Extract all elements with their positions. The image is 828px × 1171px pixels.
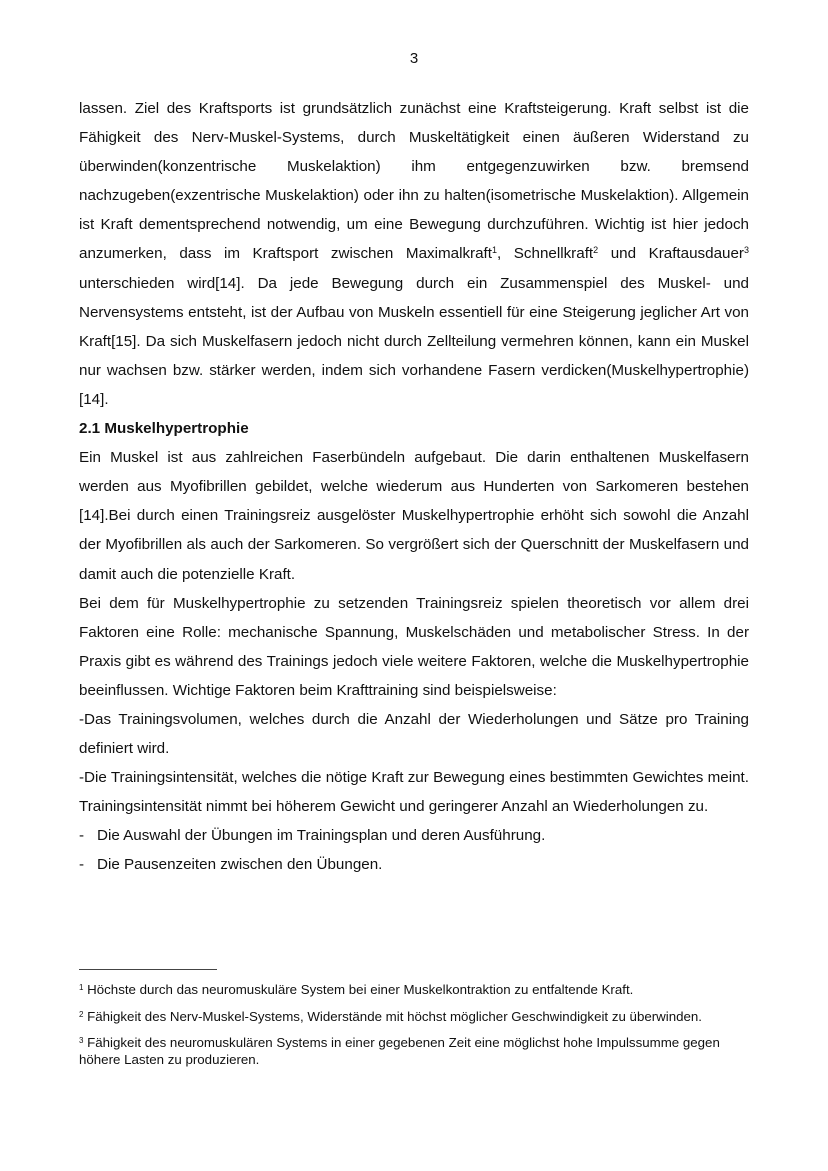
footnote-number: 1 bbox=[79, 983, 84, 992]
paragraph-text: , Schnellkraft bbox=[497, 245, 594, 263]
paragraph-trainingsreiz: Bei dem für Muskelhypertrophie zu setzenden Trainingsreiz spielen theoretisch vor allem drei Faktoren eine Rolle: mechanische Spannung, Muskelschäden und metabolischer Stress. In der Praxis gibt es während des Trainings jedoch viele weitere Faktoren, welche die Muskelhypertrophie beeinflussen. Wichtige Faktoren beim Krafttraining sind beispielsweise: bbox=[79, 594, 749, 699]
list-dash: - bbox=[79, 856, 85, 874]
footnote-ref-2: 2 bbox=[593, 245, 599, 256]
paragraph-text: lassen. Ziel des Kraftsports ist grundsätzlich zunächst eine Kraftsteigerung. Kraft selbst ist die Fähigkeit des Nerv-Muskel-Systems, durch Muskeltätigkeit einen äußeren Widerstand zu überwinden(konzentrische Muskelaktion) ihm entgegenzuwirken bzw. bremsend nachzugeben(exzentrische Muskelaktion) oder ihn zu halten(isometrische Muskelaktion). Allgemein ist Kraft dementsprechend notwendig, um eine Bewegung durchzuführen. Wichtig ist hier jedoch anzumerken, dass im Kraftsport zwischen Maximalkraft bbox=[79, 100, 749, 263]
section-heading: 2.1 Muskelhypertrophie bbox=[79, 420, 249, 438]
list-item bbox=[79, 821, 749, 850]
footnote-separator bbox=[79, 969, 217, 970]
paragraph-trainingsintensitaet: -Die Trainingsintensität, welches die nötige Kraft zur Bewegung eines bestimmten Gewichtes meint. Trainingsintensität nimmt bei höherem Gewicht und geringerer Anzahl an Wiederholungen zu. bbox=[79, 769, 749, 816]
footnote-1 bbox=[79, 982, 749, 999]
paragraph-trainingsvolumen: -Das Trainingsvolumen, welches durch die Anzahl der Wiederholungen und Sätze pro Training definiert wird. bbox=[79, 710, 749, 758]
factor-list bbox=[79, 821, 749, 879]
footnote-3 bbox=[79, 1035, 749, 1068]
page-number: 3 bbox=[409, 50, 419, 67]
paragraph-text: und Kraftausdauer bbox=[598, 245, 744, 263]
footnote-number: 3 bbox=[79, 1036, 84, 1045]
footnote-text: Fähigkeit des neuromuskulären Systems in einer gegebenen Zeit eine möglichst hohe Impulssumme gegen höhere Lasten zu produzieren. bbox=[79, 1035, 720, 1067]
footnotes bbox=[79, 982, 749, 1078]
list-dash: - bbox=[79, 827, 85, 845]
paragraph-muskelaufbau: Ein Muskel ist aus zahlreichen Faserbündeln aufgebaut. Die darin enthaltenen Muskelfasern werden aus Myofibrillen gebildet, welche wiederum aus Hunderten von Sarkomeren bestehen [14].Bei durch einen Trainingsreiz ausgelöster Muskelhypertrophie erhöht sich sowohl die Anzahl der Myofibrillen als auch der Sarkomeren. So vergrößert sich der Querschnitt der Muskelfasern und damit auch die potenzielle Kraft. bbox=[79, 449, 749, 583]
list-item-text: Die Pausenzeiten zwischen den Übungen. bbox=[97, 856, 383, 874]
paragraph-kraft-definition bbox=[79, 94, 749, 414]
footnote-ref-1: 1 bbox=[492, 245, 498, 256]
main-text bbox=[79, 94, 749, 880]
footnote-text: Höchste durch das neuromuskuläre System bei einer Muskelkontraktion zu entfaltende Kraft. bbox=[83, 982, 634, 997]
footnote-number: 2 bbox=[79, 1009, 84, 1019]
list-item-text: Die Auswahl der Übungen im Trainingsplan und deren Ausführung. bbox=[97, 827, 546, 845]
footnote-ref-3: 3 bbox=[744, 245, 750, 256]
list-item bbox=[79, 850, 749, 879]
paragraph-text: unterschieden wird[14]. Da jede Bewegung durch ein Zusammenspiel des Muskel- und Nervensystems entsteht, ist der Aufbau von Muskeln essentiell für eine Steigerung jeglicher Art von Kraft[15]. Da sich Muskelfasern jedoch nicht durch Zellteilung vermehren können, kann ein Muskel nur wachsen bzw. stärker werden, indem sich vorhandene Fasern verdicken(Muskelhypertrophie)[14]. bbox=[79, 274, 749, 408]
footnote-text: Fähigkeit des Nerv-Muskel-Systems, Widerstände mit höchst möglicher Geschwindigkeit zu überwinden. bbox=[83, 1008, 703, 1024]
footnote-2 bbox=[79, 1009, 749, 1026]
